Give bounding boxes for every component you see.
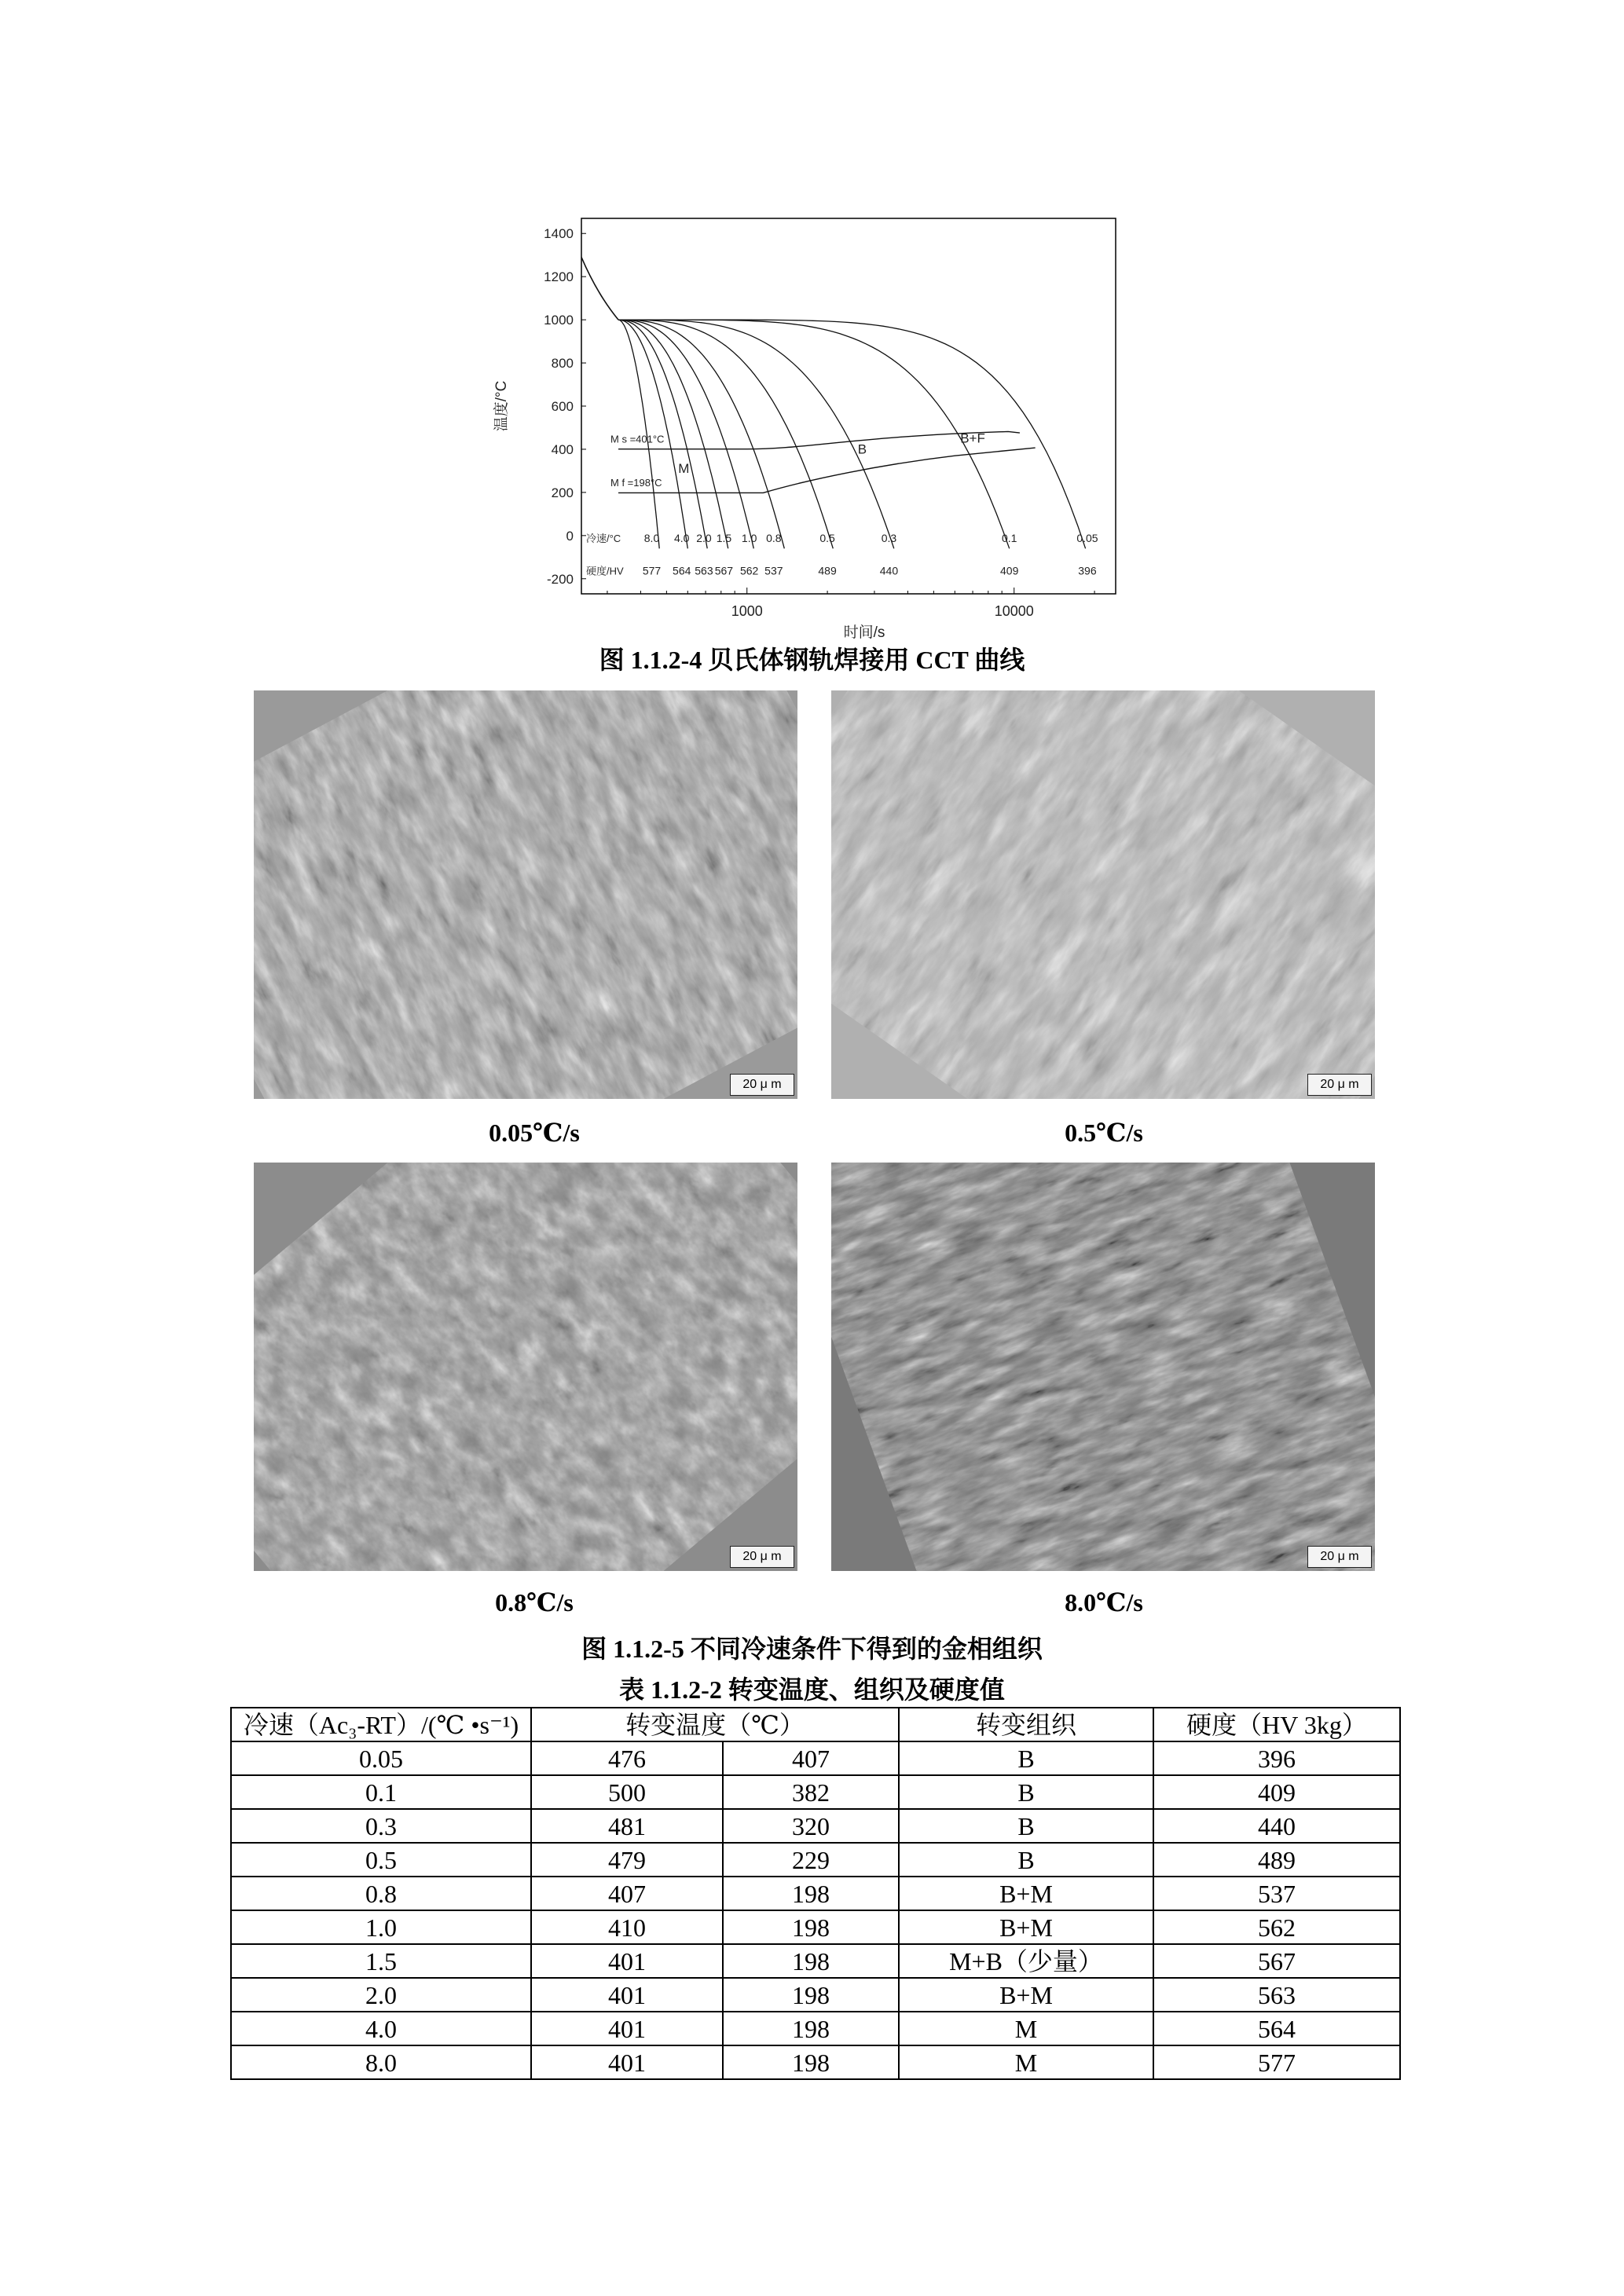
- cell-cooling-rate: 0.5: [231, 1843, 531, 1877]
- y-tick-label: 0: [566, 528, 574, 544]
- cell-temp-end: 382: [723, 1775, 899, 1809]
- cell-temp-start: 401: [531, 2045, 723, 2079]
- table-row: [231, 1877, 1400, 1910]
- table-row: [231, 1944, 1400, 1978]
- cell-cooling-rate: 2.0: [231, 1978, 531, 2012]
- hardness-label: 562: [739, 564, 759, 577]
- x-tick-label: 1000: [731, 603, 763, 619]
- micrograph-label-0-05: 0.05℃/s: [489, 1119, 580, 1147]
- cell-temp-end: 198: [723, 1877, 899, 1910]
- cell-temp-start: 479: [531, 1843, 723, 1877]
- cell-structure: B: [899, 1775, 1153, 1809]
- hardness-label: 409: [1000, 564, 1019, 577]
- rate-label: 1.5: [716, 532, 732, 545]
- cct-chart: [487, 211, 1139, 639]
- scale-bar: 20 μ m: [730, 1074, 794, 1096]
- y-tick-label: -200: [546, 571, 574, 587]
- cell-structure: M: [899, 2012, 1153, 2045]
- hardness-label: 564: [673, 564, 691, 577]
- y-tick-label: 400: [551, 441, 574, 457]
- cell-hardness: 537: [1153, 1877, 1400, 1910]
- rate-label: 4.0: [673, 532, 690, 545]
- x-tick-label: 10000: [994, 603, 1034, 619]
- scale-bar: 20 μ m: [730, 1546, 794, 1568]
- cell-temp-start: 401: [531, 2012, 723, 2045]
- scale-bar: 20 μ m: [1307, 1546, 1372, 1568]
- rate-label: 0.8: [766, 532, 782, 545]
- hardness-label: 440: [879, 564, 899, 577]
- cell-temp-start: 476: [531, 1741, 723, 1775]
- cell-temp-end: 198: [723, 1978, 899, 2012]
- rate-label: 8.0: [643, 532, 660, 545]
- cell-hardness: 489: [1153, 1843, 1400, 1877]
- table-row: [231, 1741, 1400, 1775]
- cell-temp-end: 198: [723, 1910, 899, 1944]
- cell-structure: M+B（少量）: [899, 1944, 1153, 1978]
- micrograph-0-5: [831, 690, 1375, 1099]
- table-header-row: [231, 1708, 1400, 1741]
- y-tick-label: 1200: [544, 269, 574, 285]
- cell-hardness: 564: [1153, 2012, 1400, 2045]
- cell-hardness: 562: [1153, 1910, 1400, 1944]
- cell-structure: B+M: [899, 1877, 1153, 1910]
- cell-temp-end: 320: [723, 1809, 899, 1843]
- cell-temp-end: 198: [723, 2045, 899, 2079]
- y-tick-label: 200: [551, 485, 574, 500]
- rate-label: 0.05: [1076, 532, 1098, 545]
- figure1-caption: 图 1.1.2-4 贝氏体钢轨焊接用 CCT 曲线: [599, 646, 1025, 674]
- cooling-curve-0.05: [618, 320, 1086, 548]
- hardness-label: 567: [714, 564, 734, 577]
- cell-structure: B+M: [899, 1978, 1153, 2012]
- rate-label: 0.3: [881, 532, 897, 545]
- micrograph-0-8: [254, 1163, 797, 1571]
- hardness-label: 489: [818, 564, 837, 577]
- cell-cooling-rate: 1.0: [231, 1910, 531, 1944]
- y-tick-label: 1000: [544, 313, 574, 328]
- table-row: [231, 1910, 1400, 1944]
- cell-cooling-rate: 4.0: [231, 2012, 531, 2045]
- rate-label: 1.0: [741, 532, 757, 545]
- header-hardness: 硬度（HV 3kg）: [1153, 1708, 1400, 1741]
- header-structure: 转变组织: [899, 1708, 1153, 1741]
- cell-temp-end: 198: [723, 2012, 899, 2045]
- transformation-table: [230, 1707, 1401, 2080]
- x-axis-label: 时间/s: [843, 624, 885, 639]
- cell-temp-start: 500: [531, 1775, 723, 1809]
- table-row: [231, 1843, 1400, 1877]
- rate-label: 0.1: [1001, 532, 1017, 545]
- y-axis-label: 温度/°C: [493, 380, 510, 432]
- cell-temp-start: 401: [531, 1978, 723, 2012]
- micrograph-0-05: [254, 690, 797, 1099]
- figure2-caption: 图 1.1.2-5 不同冷速条件下得到的金相组织: [581, 1635, 1043, 1663]
- cell-hardness: 396: [1153, 1741, 1400, 1775]
- y-tick-label: 800: [551, 356, 574, 372]
- region-m-label: M: [678, 461, 690, 477]
- micrograph-8-0: [831, 1163, 1375, 1571]
- hardness-label: 396: [1078, 564, 1097, 577]
- header-cooling-rate: 冷速（Ac₃-RT）/(℃ •s⁻¹): [231, 1708, 531, 1741]
- cell-temp-end: 229: [723, 1843, 899, 1877]
- region-bf-label: B+F: [960, 430, 985, 446]
- region-b-label: B: [857, 441, 867, 457]
- heating-curve: [581, 257, 618, 320]
- micrograph-label-0-5: 0.5℃/s: [1065, 1119, 1143, 1147]
- table-row: [231, 2012, 1400, 2045]
- cell-cooling-rate: 0.1: [231, 1775, 531, 1809]
- cell-structure: B: [899, 1809, 1153, 1843]
- rate-label: 2.0: [696, 532, 712, 545]
- ms-label: M s =401°C: [610, 433, 665, 445]
- cell-cooling-rate: 0.3: [231, 1809, 531, 1843]
- y-tick-label: 1400: [544, 226, 574, 242]
- cell-structure: B: [899, 1843, 1153, 1877]
- cell-temp-start: 401: [531, 1944, 723, 1978]
- cell-structure: B+M: [899, 1910, 1153, 1944]
- micrograph-label-8-0: 8.0℃/s: [1065, 1588, 1143, 1617]
- hardness-label: 577: [642, 564, 662, 577]
- y-tick-label: 600: [551, 399, 574, 414]
- cell-cooling-rate: 8.0: [231, 2045, 531, 2079]
- cell-hardness: 563: [1153, 1978, 1400, 2012]
- hardness-label: 537: [764, 564, 783, 577]
- hardness-label: 563: [695, 564, 713, 577]
- micrograph-label-0-8: 0.8℃/s: [495, 1588, 574, 1617]
- cell-hardness: 567: [1153, 1944, 1400, 1978]
- rate-row-label: 冷速/°C: [586, 533, 621, 545]
- rate-label: 0.5: [819, 532, 835, 545]
- scale-bar: 20 μ m: [1307, 1074, 1372, 1096]
- cell-temp-end: 407: [723, 1741, 899, 1775]
- hardness-row-label: 硬度/HV: [586, 565, 624, 577]
- cell-temp-end: 198: [723, 1944, 899, 1978]
- cell-hardness: 577: [1153, 2045, 1400, 2079]
- table-row: [231, 1809, 1400, 1843]
- cell-cooling-rate: 0.8: [231, 1877, 531, 1910]
- cell-hardness: 409: [1153, 1775, 1400, 1809]
- table-caption: 表 1.1.2-2 转变温度、组织及硬度值: [619, 1675, 1005, 1704]
- cell-structure: B: [899, 1741, 1153, 1775]
- mf-label: M f =198°C: [610, 477, 662, 489]
- cell-cooling-rate: 0.05: [231, 1741, 531, 1775]
- cell-temp-start: 481: [531, 1809, 723, 1843]
- cell-temp-start: 410: [531, 1910, 723, 1944]
- table-row: [231, 1978, 1400, 2012]
- cell-temp-start: 407: [531, 1877, 723, 1910]
- cell-hardness: 440: [1153, 1809, 1400, 1843]
- cell-cooling-rate: 1.5: [231, 1944, 531, 1978]
- table-row: [231, 1775, 1400, 1809]
- cell-structure: M: [899, 2045, 1153, 2079]
- header-transformation-temp: 转变温度（℃）: [531, 1708, 899, 1741]
- table-row: [231, 2045, 1400, 2079]
